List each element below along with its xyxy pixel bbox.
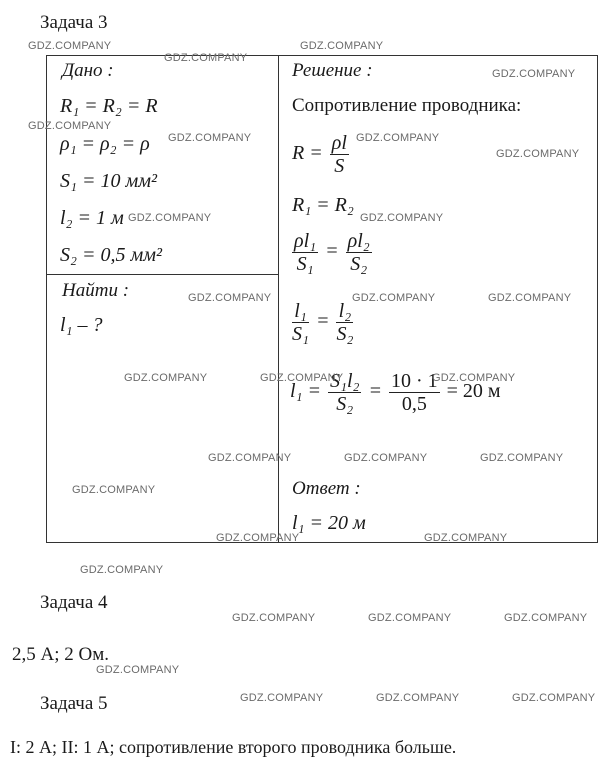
fraction-denominator: S₁ [296,253,314,275]
fraction-denominator: S₂ [336,393,354,415]
fraction-numerator: ρl₂ [347,230,370,252]
solution-label: Решение : [292,60,373,81]
find-value: l₁ – ? [60,314,103,336]
fraction-denominator: S [334,155,345,177]
watermark: GDZ.COMPANY [496,148,580,160]
watermark: GDZ.COMPANY [504,612,588,624]
fraction [346,230,372,275]
find-label: Найти : [62,280,130,301]
watermark: GDZ.COMPANY [232,612,316,624]
given-row: R₁ = R₂ = R [60,95,158,117]
fraction [330,132,349,177]
table-top-border [46,55,598,56]
formula-lhs: l₁ = [290,380,322,403]
formula-resistance [292,132,351,177]
fraction [292,230,318,275]
fraction-denominator: S₂ [350,253,368,275]
given-row: ρ₁ = ρ₂ = ρ [60,133,150,155]
given-label: Дано : [62,60,114,81]
watermark: GDZ.COMPANY [368,612,452,624]
fraction-numerator: ρl [331,132,347,154]
fraction-denominator: S₂ [336,323,354,345]
watermark: GDZ.COMPANY [188,292,272,304]
watermark: GDZ.COMPANY [28,120,112,132]
equals-sign: = [315,310,330,333]
solution-intro: Сопротивление проводника: [292,95,522,116]
watermark: GDZ.COMPANY [128,212,212,224]
equals-sign: = [325,240,339,263]
watermark: GDZ.COMPANY [164,52,248,64]
watermark: GDZ.COMPANY [72,484,156,496]
formula-ratio-rho [290,230,374,275]
task5-title: Задача 5 [40,693,108,714]
formula-result-value: = 20 м [446,380,501,403]
watermark: GDZ.COMPANY [424,532,508,544]
watermark: GDZ.COMPANY [376,692,460,704]
watermark: GDZ.COMPANY [492,68,576,80]
formula-equal-resistance: R₁ = R₂ [292,194,354,216]
table-bottom-border [46,542,598,543]
watermark: GDZ.COMPANY [488,292,572,304]
formula-lhs: R = [292,142,323,165]
watermark: GDZ.COMPANY [96,664,180,676]
table-right-border [597,55,598,543]
watermark: GDZ.COMPANY [352,292,436,304]
watermark: GDZ.COMPANY [240,692,324,704]
fraction-numerator: 10 · 1 [390,370,438,392]
formula-ratio-length [290,300,355,345]
fraction [336,300,353,345]
task3-title: Задача 3 [40,12,108,33]
fraction [292,300,309,345]
task4-answer: 2,5 А; 2 Ом. [12,644,109,665]
watermark: GDZ.COMPANY [124,372,208,384]
watermark: GDZ.COMPANY [360,212,444,224]
watermark: GDZ.COMPANY [300,40,384,52]
watermark: GDZ.COMPANY [208,452,292,464]
answer-value: l₁ = 20 м [292,512,366,534]
table-center-divider [278,55,279,543]
watermark: GDZ.COMPANY [28,40,112,52]
fraction-denominator: S₁ [292,323,309,345]
watermark: GDZ.COMPANY [480,452,564,464]
watermark: GDZ.COMPANY [260,372,344,384]
equals-sign: = [368,380,382,403]
watermark: GDZ.COMPANY [168,132,252,144]
fraction-numerator: ρl₁ [294,230,317,252]
fraction-denominator: 0,5 [401,393,427,415]
given-row: S₂ = 0,5 мм² [60,244,162,266]
watermark: GDZ.COMPANY [432,372,516,384]
given-find-divider [46,274,278,275]
watermark: GDZ.COMPANY [344,452,428,464]
task5-answer: I: 2 А; II: 1 А; сопротивление второго проводника больше. [10,737,457,757]
fraction-numerator: l₁ [292,300,309,323]
fraction-numerator: S₁l₂ [330,370,360,392]
watermark: GDZ.COMPANY [216,532,300,544]
fraction-numerator: l₂ [336,300,353,323]
watermark: GDZ.COMPANY [80,564,164,576]
watermark: GDZ.COMPANY [356,132,440,144]
watermark: GDZ.COMPANY [512,692,596,704]
given-row: S₁ = 10 мм² [60,170,157,192]
answer-label: Ответ : [292,478,361,499]
task4-title: Задача 4 [40,592,108,613]
given-row: l₂ = 1 м [60,207,124,229]
